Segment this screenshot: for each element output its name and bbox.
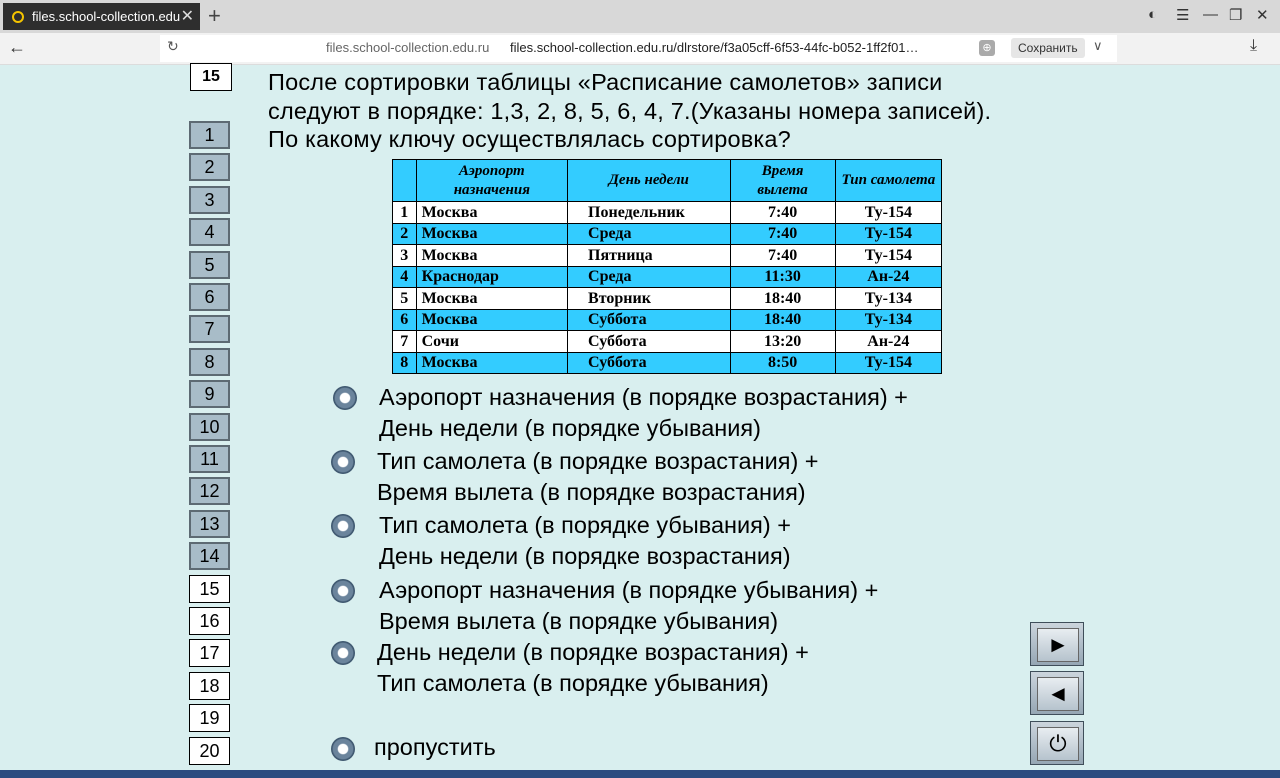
table-cell: Ан-24 (835, 331, 941, 353)
answer-line: Время вылета (в порядке убывания) (379, 608, 779, 634)
restore-icon[interactable]: ❐ (1229, 7, 1243, 24)
table-row (393, 331, 942, 353)
table-header-row (393, 160, 942, 202)
question-line: По какому ключу осуществлялась сортировка? (268, 126, 791, 152)
minimize-icon[interactable]: — (1203, 6, 1218, 23)
answer-option-text[interactable] (379, 575, 878, 637)
table-cell: Москва (416, 288, 567, 310)
table-row (393, 352, 942, 374)
question-nav-button[interactable]: 2 (189, 153, 230, 181)
question-line: После сортировки таблицы «Расписание самолетов» записи (268, 69, 943, 95)
os-taskbar (0, 770, 1280, 778)
answer-radio[interactable] (331, 514, 355, 538)
download-icon[interactable]: ⤓ (1250, 37, 1258, 54)
question-nav-button[interactable]: 20 (189, 737, 230, 765)
exit-button[interactable] (1030, 721, 1084, 765)
tab-title: files.school-collection.edu (32, 9, 181, 24)
table-cell: Москва (416, 223, 567, 245)
answer-line: Тип самолета (в порядке возрастания) + (377, 448, 819, 474)
answer-option-text[interactable] (377, 446, 819, 508)
table-cell: 1 (393, 202, 417, 224)
question-nav-button[interactable]: 19 (189, 704, 230, 732)
browser-tab-bar (0, 0, 1280, 33)
save-button[interactable]: Сохранить (1011, 38, 1085, 58)
question-nav-button[interactable]: 4 (189, 218, 230, 246)
header-cell: Время вылета (730, 160, 835, 202)
question-nav-button[interactable]: 8 (189, 348, 230, 376)
header-cell: День недели (568, 160, 731, 202)
question-nav-button[interactable]: 9 (189, 380, 230, 408)
close-icon[interactable]: ✕ (180, 8, 194, 25)
header-cell (393, 160, 417, 202)
table-cell: 3 (393, 245, 417, 267)
answer-line: День недели (в порядке возрастания) + (377, 639, 809, 665)
address-bar-row (0, 33, 1280, 65)
site-info-icon[interactable]: ⊕ (979, 40, 995, 56)
question-nav-button[interactable]: 1 (189, 121, 230, 149)
table-cell: Среда (568, 266, 731, 288)
table-cell: 7 (393, 331, 417, 353)
answer-line: Тип самолета (в порядке убывания) (377, 670, 769, 696)
question-nav-button[interactable]: 11 (189, 445, 230, 473)
table-cell: Москва (416, 309, 567, 331)
current-question-number: 15 (190, 63, 232, 91)
table-row (393, 223, 942, 245)
window-close-icon[interactable]: ✕ (1256, 7, 1269, 24)
table-cell: Ту-154 (835, 352, 941, 374)
next-button[interactable] (1030, 622, 1084, 666)
table-cell: 5 (393, 288, 417, 310)
answer-option-text[interactable] (379, 510, 791, 572)
table-cell: Ту-154 (835, 223, 941, 245)
table-cell: Ту-154 (835, 202, 941, 224)
header-cell: Тип самолета (835, 160, 941, 202)
menu-icon[interactable]: ☰ (1176, 7, 1190, 24)
answer-line: День недели (в порядке возрастания) (379, 543, 791, 569)
question-nav-button[interactable]: 16 (189, 607, 230, 635)
table-cell: Ту-134 (835, 288, 941, 310)
table-cell: Ан-24 (835, 266, 941, 288)
question-nav-button[interactable]: 12 (189, 477, 230, 505)
answer-option-text[interactable] (379, 382, 908, 444)
question-line: следуют в порядке: 1,3, 2, 8, 5, 6, 4, 7.(Указаны номера записей). (268, 97, 992, 124)
schedule-table (392, 159, 942, 374)
table-cell: Суббота (568, 331, 731, 353)
question-nav-button[interactable]: 18 (189, 672, 230, 700)
table-cell: Краснодар (416, 266, 567, 288)
question-nav-button[interactable]: 17 (189, 639, 230, 667)
address-bar[interactable] (160, 35, 1117, 62)
opera-logo-icon (12, 11, 24, 23)
table-cell: 18:40 (730, 309, 835, 331)
table-cell: 7:40 (730, 245, 835, 267)
table-row (393, 202, 942, 224)
table-cell: Ту-154 (835, 245, 941, 267)
answer-line: Аэропорт назначения (в порядке убывания) + (379, 577, 879, 603)
answer-radio[interactable] (331, 579, 355, 603)
question-nav-button[interactable]: 14 (189, 542, 230, 570)
table-row (393, 266, 942, 288)
answer-line: Тип самолета (в порядке убывания) + (379, 512, 791, 538)
question-nav-button[interactable]: 15 (189, 575, 230, 603)
answer-radio[interactable] (331, 450, 355, 474)
chevron-down-icon[interactable]: ∨ (1093, 38, 1103, 53)
table-cell: 11:30 (730, 266, 835, 288)
answer-radio[interactable] (333, 386, 357, 410)
skip-label[interactable]: пропустить (374, 734, 496, 760)
table-cell: Москва (416, 245, 567, 267)
table-cell: 18:40 (730, 288, 835, 310)
question-text (268, 68, 1098, 154)
table-cell: Москва (416, 352, 567, 374)
url-host: files.school-collection.edu.ru (326, 40, 490, 55)
power-icon: ⏻ (1037, 727, 1079, 761)
question-nav-button[interactable]: 7 (189, 315, 230, 343)
answer-line: Аэропорт назначения (в порядке возрастания) + (379, 384, 908, 410)
table-cell: Вторник (568, 288, 731, 310)
question-nav-button[interactable]: 5 (189, 251, 230, 279)
table-cell: Суббота (568, 309, 731, 331)
url-text[interactable]: files.school-collection.edu.ru/dlrstore/f3a05cff-6f53-44fc-b052-1ff2f01… (510, 40, 919, 55)
table-cell: Понедельник (568, 202, 731, 224)
table-cell: Суббота (568, 352, 731, 374)
question-nav-button[interactable]: 10 (189, 413, 230, 441)
answer-line: Время вылета (в порядке возрастания) (377, 479, 806, 505)
table-cell: 2 (393, 223, 417, 245)
table-row (393, 288, 942, 310)
table-cell: 6 (393, 309, 417, 331)
browser-tab[interactable] (3, 3, 200, 30)
table-cell: 7:40 (730, 202, 835, 224)
next-icon: ► (1037, 628, 1079, 662)
table-row (393, 245, 942, 267)
question-nav-button[interactable]: 6 (189, 283, 230, 311)
table-row (393, 309, 942, 331)
table-cell: 8 (393, 352, 417, 374)
reload-icon[interactable]: ↻ (167, 38, 179, 54)
table-cell: Москва (416, 202, 567, 224)
table-cell: Пятница (568, 245, 731, 267)
table-cell: Ту-134 (835, 309, 941, 331)
skip-radio[interactable] (331, 737, 355, 761)
question-nav-button[interactable]: 3 (189, 186, 230, 214)
table-cell: 8:50 (730, 352, 835, 374)
profile-icon[interactable]: ◐ (1148, 6, 1158, 23)
question-nav-button[interactable]: 13 (189, 510, 230, 538)
table-cell: Среда (568, 223, 731, 245)
answer-line: День недели (в порядке убывания) (379, 415, 761, 441)
plus-icon[interactable]: + (208, 3, 221, 28)
answer-option-text[interactable] (377, 637, 809, 699)
header-cell: Аэропорт назначения (416, 160, 567, 202)
answer-radio[interactable] (331, 641, 355, 665)
prev-icon: ◄ (1037, 677, 1079, 711)
table-cell: Сочи (416, 331, 567, 353)
table-cell: 13:20 (730, 331, 835, 353)
back-arrow-icon[interactable]: ← (8, 37, 26, 57)
table-cell: 7:40 (730, 223, 835, 245)
table-cell: 4 (393, 266, 417, 288)
prev-button[interactable] (1030, 671, 1084, 715)
